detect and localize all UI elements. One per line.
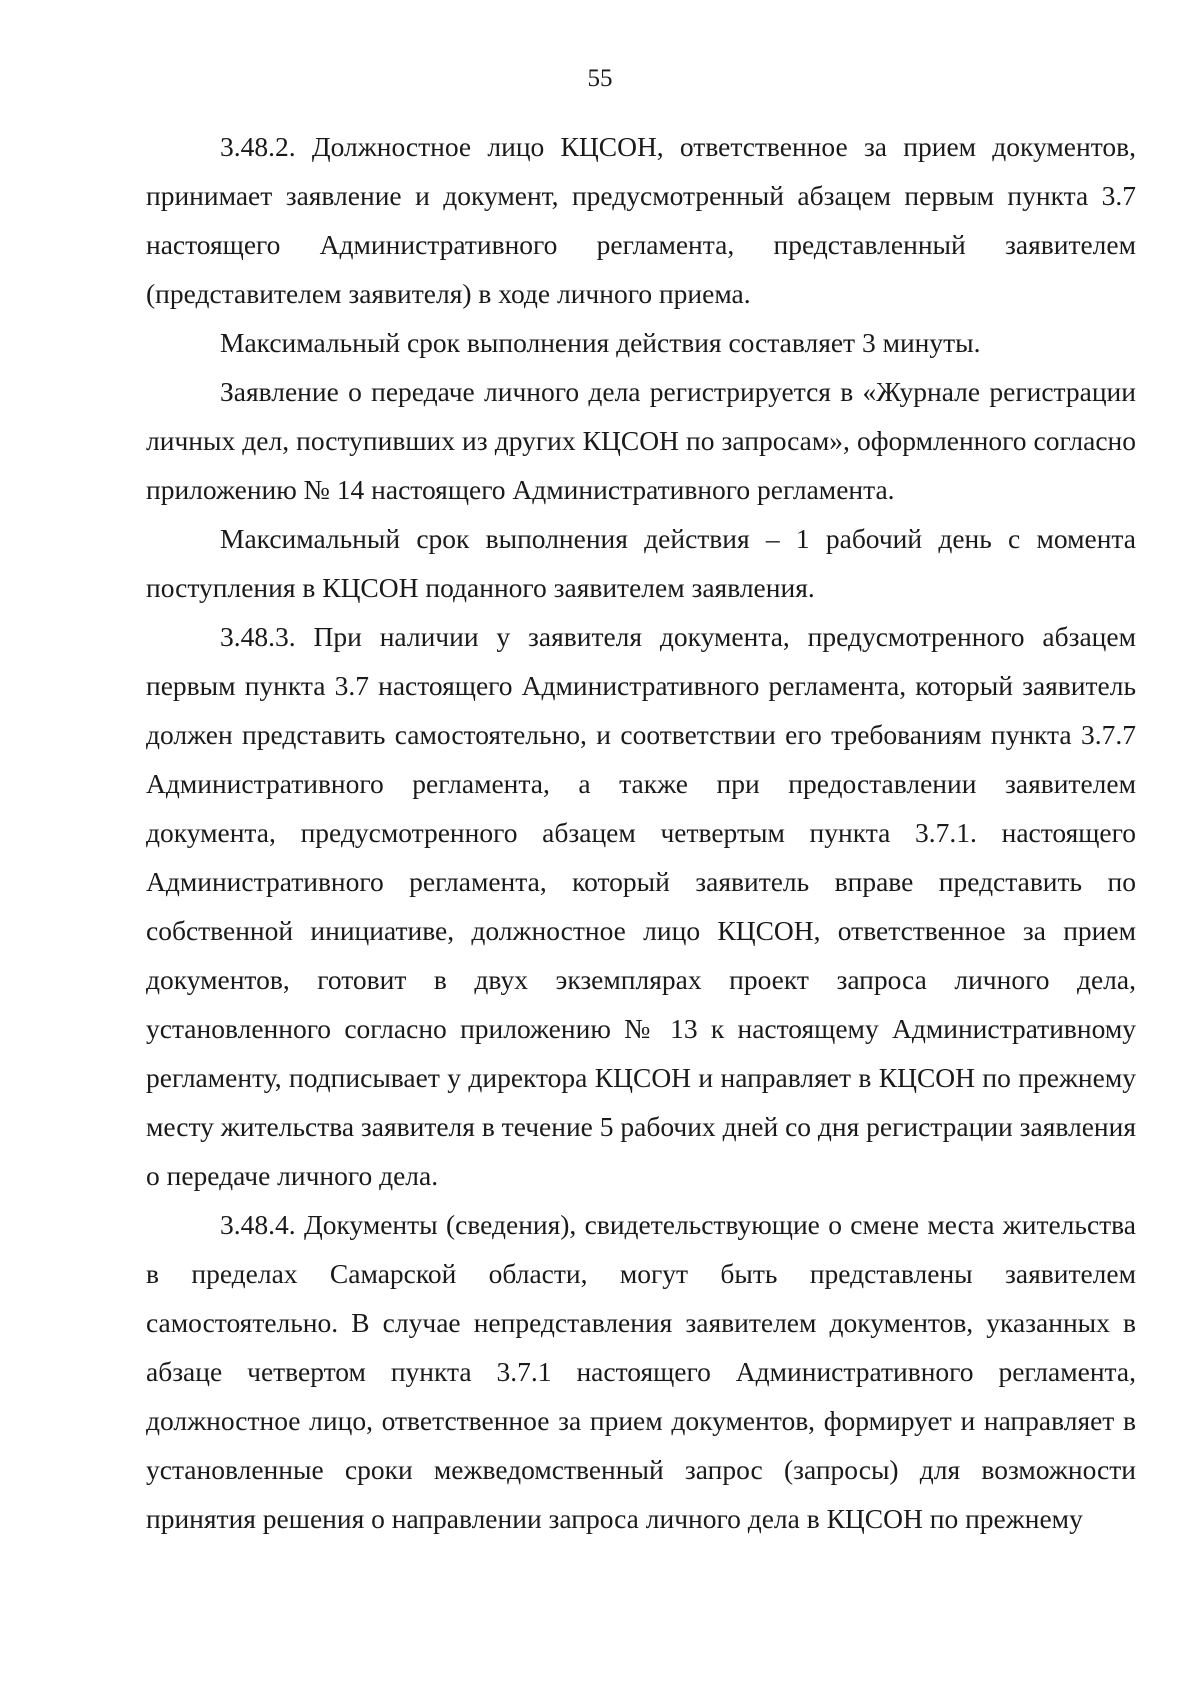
paragraph-registration-journal: Заявление о передаче личного дела регистрируется в «Журнале регистрации личных дел, поступивших из других КЦСОН по запросам», оформленного согласно приложению № 14 настоящего Административного регламента. [146, 376, 1136, 505]
paragraph-max-term-1-day: Максимальный срок выполнения действия – 1 рабочий день с момента поступления в КЦСОН поданного заявителем заявления. [146, 523, 1136, 603]
document-body [146, 122, 1136, 1543]
paragraph-3-48-3: 3.48.3. При наличии у заявителя документа, предусмотренного абзацем первым пункта 3.7 настоящего Административного регламента, который заявитель должен представить самостоятельно, и соответствии его требованиям пункта 3.7.7 Административного регламента, а также при предоставлении заявителем документа, предусмотренного абзацем четвертым пункта 3.7.1. настоящего Административного регламента, который заявитель вправе представить по собственной инициативе, должностное лицо КЦСОН, ответственное за прием документов, готовит в двух экземплярах проект запроса личного дела, установленного согласно приложению № 13 к настоящему Административному регламенту, подписывает у директора КЦСОН и направляет в КЦСОН по прежнему месту жительства заявителя в течение 5 рабочих дней со дня регистрации заявления о передаче личного дела. [146, 621, 1136, 1191]
page-number: 55 [587, 65, 613, 92]
paragraph-max-term-3-minutes: Максимальный срок выполнения действия составляет 3 минуты. [220, 327, 981, 358]
paragraph-3-48-4: 3.48.4. Документы (сведения), свидетельствующие о смене места жительства в пределах Самарской области, могут быть представлены заявителем самостоятельно. В случае непредставления заявителем документов, указанных в абзаце четвертом пункта 3.7.1 настоящего Административного регламента, должностное лицо, ответственное за прием документов, формирует и направляет в установленные сроки межведомственный запрос (запросы) для возможности принятия решения о направлении запроса личного дела в КЦСОН по прежнему [146, 1209, 1136, 1534]
paragraph-3-48-2: 3.48.2. Должностное лицо КЦСОН, ответственное за прием документов, принимает заявление и документ, предусмотренный абзацем первым пункта 3.7 настоящего Административного регламента, представленный заявителем (представителем заявителя) в ходе личного приема. [146, 131, 1136, 309]
